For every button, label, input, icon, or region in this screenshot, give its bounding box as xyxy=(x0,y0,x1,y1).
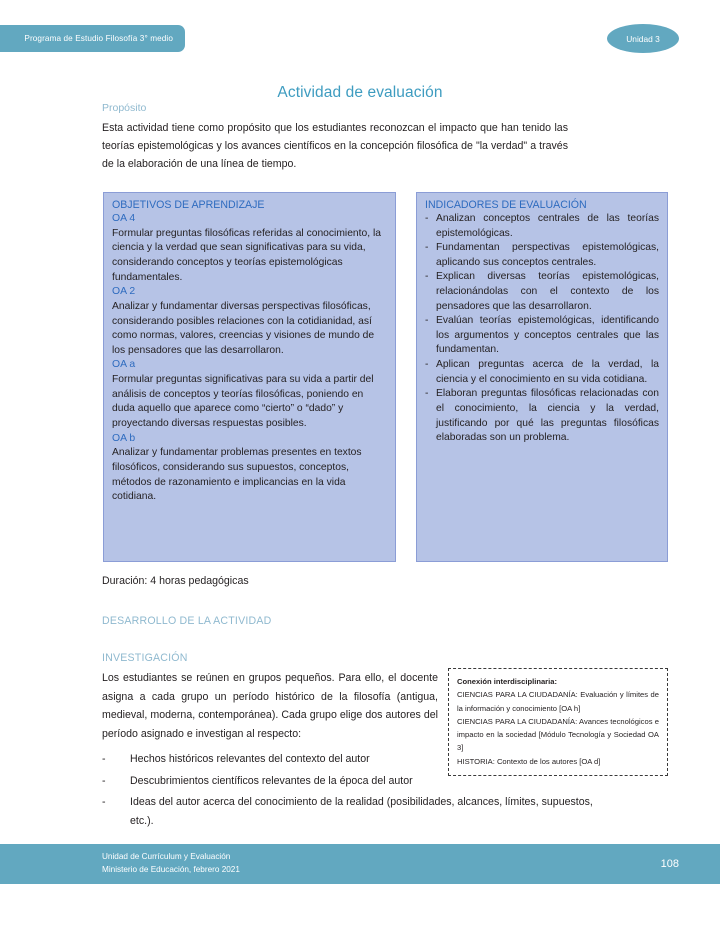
connection-line: CIENCIAS PARA LA CIUDADANÍA: Evaluación y límites de la información y conocimiento [OA h] xyxy=(457,690,659,713)
purpose-section xyxy=(102,102,568,174)
learning-objectives-title: OBJETIVOS DE APRENDIZAJE xyxy=(112,199,265,211)
unit-badge-label: Unidad 3 xyxy=(626,33,660,44)
bullet-dash: - xyxy=(102,796,106,809)
list-item-text: Aplican preguntas acerca de la verdad, la ciencia y el conocimiento en su vida cotidiana. xyxy=(436,359,659,385)
objective-entry xyxy=(112,212,387,285)
objective-text: Analizar y fundamentar diversas perspectivas filosóficas, considerando posibles relaciones con la cotidianidad, así como normas, valores, creencias y visiones de mundo de los pensadores que las desarrollaron. xyxy=(112,300,375,356)
evaluation-indicators-box xyxy=(416,192,668,562)
unit-badge xyxy=(607,24,679,53)
objective-entry xyxy=(112,432,387,505)
bullet-dash: - xyxy=(425,242,429,254)
list-item-text: Elaboran preguntas filosóficas relacionadas con el conocimiento, la ciencia y la verdad, justificando por qué las preguntas filosóficas elaboradas son un problema. xyxy=(436,388,659,444)
objective-entry xyxy=(112,285,387,358)
connection-title: Conexión interdisciplinaria: xyxy=(457,677,558,686)
header-program-band xyxy=(0,25,185,52)
bullet-dash: - xyxy=(102,753,106,765)
objective-entry xyxy=(112,358,387,431)
connection-line: CIENCIAS PARA LA CIUDADANÍA: Avances tecnológicos e impacto en la sociedad [Módulo Tecnología y Sociedad OA 3] xyxy=(457,716,659,753)
list-item-text: Analizan conceptos centrales de las teorías epistemológicas. xyxy=(436,213,659,239)
evaluation-indicators-title: INDICADORES DE EVALUACIÓN xyxy=(425,199,587,211)
list-item-text: Explican diversas teorías epistemológicas, relacionándolas con el contexto de los pensadores que las desarrollaron. xyxy=(436,271,659,312)
bullet-dash: - xyxy=(425,388,429,400)
header-program-label: Programa de Estudio Filosofía 3° medio xyxy=(24,34,173,43)
footer-organization xyxy=(102,851,240,876)
investigation-heading: INVESTIGACIÓN xyxy=(102,652,188,664)
bullet-dash: - xyxy=(102,774,106,787)
duration-text: Duración: 4 horas pedagógicas xyxy=(102,575,249,587)
connection-line: HISTORIA: Contexto de los autores [OA d] xyxy=(457,756,601,766)
objective-code: OA b xyxy=(112,432,136,444)
objective-text: Analizar y fundamentar problemas presentes en textos filosóficos, considerando sus supuestos, conceptos, métodos de razonamiento e implicancias en la vida cotidiana. xyxy=(112,447,362,503)
list-item xyxy=(425,387,659,445)
objective-code: OA 2 xyxy=(112,286,136,298)
page-title: Actividad de evaluación xyxy=(277,84,443,101)
objective-code: OA a xyxy=(112,359,136,371)
objective-text: Formular preguntas filosóficas referidas al conocimiento, la ciencia y la verdad que sean significativas para su vida, considerando conceptos y teorías epistemológicas fundamentales. xyxy=(112,227,381,283)
bullet-dash: - xyxy=(425,315,429,327)
objective-code: OA 4 xyxy=(112,213,136,224)
bullet-dash: - xyxy=(425,213,429,224)
learning-objectives-box xyxy=(103,192,396,562)
list-item xyxy=(425,358,659,387)
bullet-dash: - xyxy=(425,271,429,283)
footer-line-1: Unidad de Currículum y Evaluación xyxy=(102,852,231,862)
page-footer xyxy=(0,844,720,884)
list-item xyxy=(425,212,659,241)
list-item xyxy=(425,314,659,358)
list-item xyxy=(102,793,602,830)
list-item xyxy=(425,270,659,314)
page-number: 108 xyxy=(660,858,679,870)
list-item-text: Hechos históricos relevantes del contexto del autor xyxy=(130,753,370,765)
list-item xyxy=(425,241,659,270)
investigation-paragraph-block xyxy=(102,669,438,744)
investigation-paragraph: Los estudiantes se reúnen en grupos pequeños. Para ello, el docente asigna a cada grupo un período histórico de la filosofía (antigua, medieval, moderna, contemporánea). Cada grupo elige dos autores del período asignado e investigan al respecto: xyxy=(102,672,438,740)
bullet-dash: - xyxy=(425,359,429,371)
list-item-text: Descubrimientos científicos relevantes de la época del autor xyxy=(130,774,413,787)
development-heading: DESARROLLO DE LA ACTIVIDAD xyxy=(102,615,272,627)
objective-text: Formular preguntas significativas para su vida a partir del análisis de conceptos y teorías filosóficas, poniendo en duda aquello que aparece como “cierto” o “dado” y proyectando diversas respuestas posibles. xyxy=(112,374,374,429)
list-item-text: Ideas del autor acerca del conocimiento de la realidad (posibilidades, alcances, límites, supuestos, etc.). xyxy=(130,796,593,827)
list-item-text: Fundamentan perspectivas epistemológicas, aplicando sus conceptos centrales. xyxy=(436,242,659,268)
footer-line-2: Ministerio de Educación, febrero 2021 xyxy=(102,865,240,874)
purpose-label: Propósito xyxy=(102,102,147,114)
list-item-text: Evalúan teorías epistemológicas, identificando los argumentos y conceptos centrales que las fundamentan. xyxy=(436,315,659,356)
purpose-text: Esta actividad tiene como propósito que los estudiantes reconozcan el impacto que han tenido las teorías epistemológicas y los avances científicos en la concepción filosófica de "la verdad" a través de la elaboración de una línea de tiempo. xyxy=(102,122,568,171)
evaluation-indicators-list xyxy=(425,212,659,446)
interdisciplinary-connection-box xyxy=(448,668,668,776)
